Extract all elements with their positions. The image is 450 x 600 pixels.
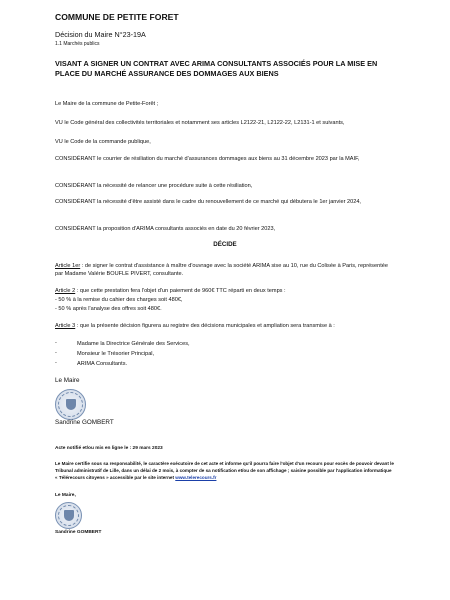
article-2-line-1: - 50 % à la remise du cahier des charges soit 480€, [55,297,183,303]
article-1-text: : de signer le contrat d'assistance à maître d'ouvrage avec la société ARIMA sise au 10, rue du Colisée à Paris, représentée par Madame Valérie BOUFLE PIVERT, consultante. [55,263,388,278]
recipient-bullet: - [55,360,57,366]
recipient-item: Monsieur le Trésorier Principal, [77,351,155,357]
commune-name: COMMUNE DE PETITE FORET [55,12,179,22]
town-seal-image [55,389,86,420]
considerant-resiliation: CONSIDÉRANT le courrier de résiliation du marché d'assurances dommages aux biens au 31 décembre 2023 par la MAIF, [55,156,360,162]
article-3 [55,322,335,330]
footer-signature-name: Sandrine GOMBERT [55,530,102,535]
article-2-text: : que cette prestation fera l'objet d'un paiement de 960€ TTC réparti en deux temps : [75,288,286,294]
article-2-label: Article 2 [55,288,76,294]
recipient-bullet: - [55,340,57,346]
article-2-line-2: - 50 % après l'analyse des offres soit 480€. [55,306,162,312]
considerant-relance: CONSIDÉRANT la nécessité de relancer une procédure suite à cette résiliation, [55,183,253,189]
considerant-proposition: CONSIDÉRANT la proposition d'ARIMA consultants associés en date du 20 février 2023, [55,226,276,232]
recipient-item: ARIMA Consultants. [77,361,128,367]
article-2 [55,287,286,295]
article-1-label: Article 1er [55,263,81,269]
legal-notice [55,461,395,481]
legal-notice-text: Le Maire certifie sous sa responsabilité, le caractère exécutoire de cet acte et informe qu'il pourra faire l'objet d'un recours pour excès de pouvoir devant le Tribunal administratif de Lille, dans un délai de 2 mois, à compter de sa notification et/ou de son affichage ; saisine possible par l'application informatique « Télérecours citoyens » accessible par le site internet [55,461,394,480]
category-label: 1.1 Marchés publics [55,41,100,47]
footer-town-seal-image [55,502,82,529]
recipient-bullet: - [55,350,57,356]
intro-line: Le Maire de la commune de Petite-Forêt ; [55,101,159,107]
article-3-text: : que la présente décision figurera au registre des décisions municipales et ampliation sera transmise à : [75,323,335,329]
footer-signature-role: Le Maire, [55,493,76,498]
publication-date: Acte notifié et/ou mis en ligne le : 29 mars 2023 [55,446,163,451]
decision-number: Décision du Maire N°23-19A [55,30,146,39]
article-1 [55,262,395,278]
telerecours-link[interactable]: www.telerecours.fr [175,474,217,480]
decide-heading: DÉCIDE [213,241,237,248]
recipient-item: Madame la Directrice Générale des Services, [77,341,190,347]
vu-cgct: VU le Code général des collectivités territoriales et notamment ses articles L2122-21, L2122-22, L2131-1 et suivants, [55,120,345,126]
seal-crest-icon [64,509,74,520]
article-3-label: Article 3 [55,323,76,329]
vu-commande: VU le Code de la commande publique, [55,139,151,145]
signature-name: Sandrine GOMBERT [55,419,114,426]
considerant-assistance: CONSIDÉRANT la nécessité d'être assisté dans le cadre du renouvellement de ce marché qui débutera le 1er janvier 2024, [55,199,361,205]
signature-role: Le Maire [55,377,80,384]
seal-crest-icon [66,398,76,409]
decision-title: VISANT A SIGNER UN CONTRAT AVEC ARIMA CONSULTANTS ASSOCIÉS POUR LA MISE EN PLACE DU MARCHÉ ASSURANCE DES DOMMAGES AUX BIENS [55,59,378,78]
